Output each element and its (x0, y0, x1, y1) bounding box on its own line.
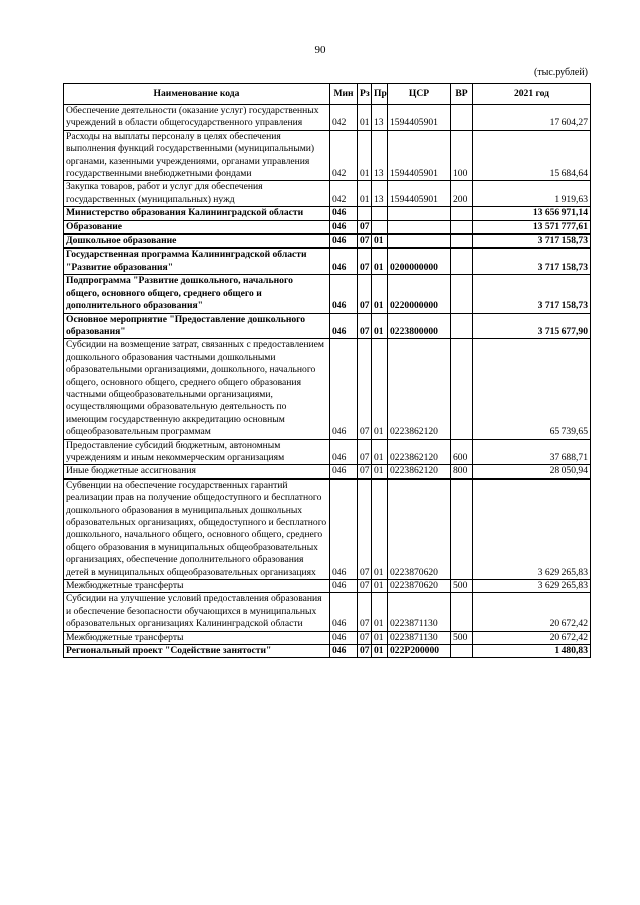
row-rz: 07 (358, 339, 372, 439)
page-number: 90 (314, 44, 326, 56)
row-amount: 13 656 971,14 (473, 207, 591, 220)
row-name: Субсидии на улучшение условий предоставления образования и обеспечение безопасности обучающихся в муниципальных образовательных организациях Калининградской области (64, 593, 330, 631)
row-rz: 07 (358, 234, 372, 248)
row-amount: 17 604,27 (473, 105, 591, 131)
row-csr: 1594405901 (388, 105, 451, 131)
row-rz: 07 (358, 248, 372, 274)
row-amount: 3 717 158,73 (473, 275, 591, 313)
row-csr: 0223870620 (388, 580, 451, 593)
row-rz: 07 (358, 465, 372, 479)
row-rz: 01 (358, 130, 372, 181)
row-name: Межбюджетные трансферты (64, 631, 330, 644)
units-label: (тыс.рублей) (533, 67, 588, 78)
row-vr: 100 (451, 130, 473, 181)
table-row (64, 339, 591, 439)
header-pr: Пр (372, 84, 388, 105)
row-amount: 20 672,42 (473, 593, 591, 631)
row-min: 046 (330, 580, 358, 593)
row-csr: 0220000000 (388, 275, 451, 313)
row-vr: 800 (451, 465, 473, 479)
row-name: Субвенции на обеспечение государственных гарантий реализации прав на получение общедоступного и бесплатного дошкольного образования в муниципальных дошкольных образовательных организациях, общедоступного и бесплатного дошкольного, начального общего, основного общего, среднего общего образования в муниципальных общеобразовательных организациях, обеспечение дополнительного образования детей в муниципальных общеобразовательных организациях (64, 479, 330, 580)
row-name: Региональный проект "Содействие занятости" (64, 645, 330, 658)
budget-table (63, 83, 591, 658)
row-vr (451, 234, 473, 248)
row-csr: 022P200000 (388, 645, 451, 658)
row-rz: 07 (358, 593, 372, 631)
row-rz: 07 (358, 631, 372, 644)
row-pr: 13 (372, 181, 388, 207)
row-amount: 37 688,71 (473, 439, 591, 465)
table-row (64, 248, 591, 274)
row-csr (388, 207, 451, 220)
row-name: Министерство образования Калининградской области (64, 207, 330, 220)
row-min: 042 (330, 105, 358, 131)
row-csr: 0223800000 (388, 313, 451, 339)
row-pr: 01 (372, 580, 388, 593)
row-min: 046 (330, 465, 358, 479)
row-vr (451, 220, 473, 234)
row-name: Государственная программа Калининградской области "Развитие образования" (64, 248, 330, 274)
row-name: Межбюджетные трансферты (64, 580, 330, 593)
row-vr (451, 593, 473, 631)
row-vr (451, 339, 473, 439)
row-csr: 1594405901 (388, 181, 451, 207)
row-vr: 500 (451, 580, 473, 593)
table-row (64, 105, 591, 131)
row-min: 046 (330, 593, 358, 631)
row-rz: 07 (358, 645, 372, 658)
row-min: 046 (330, 631, 358, 644)
row-vr (451, 275, 473, 313)
row-name: Подпрограмма "Развитие дошкольного, начального общего, основного общего, среднего общего и дополнительного образования" (64, 275, 330, 313)
row-pr (372, 207, 388, 220)
row-name: Закупка товаров, работ и услуг для обеспечения государственных (муниципальных) нужд (64, 181, 330, 207)
row-name: Дошкольное образование (64, 234, 330, 248)
row-amount: 3 717 158,73 (473, 248, 591, 274)
row-rz: 07 (358, 313, 372, 339)
row-vr (451, 479, 473, 580)
row-vr (451, 207, 473, 220)
row-name: Предоставление субсидий бюджетным, автономным учреждениям и иным некоммерческим организациям (64, 439, 330, 465)
row-min: 046 (330, 339, 358, 439)
header-name: Наименование кода (64, 84, 330, 105)
header-csr: ЦСР (388, 84, 451, 105)
row-min: 046 (330, 248, 358, 274)
row-name: Субсидии на возмещение затрат, связанных с предоставлением дошкольного образования частными дошкольными образовательными организациями, дошкольного, начального общего, основного общего, среднего общего образования частными общеобразовательными организациями, осуществляющими образовательную деятельность по имеющим государственную аккредитацию основным общеобразовательным программам (64, 339, 330, 439)
table-row (64, 234, 591, 248)
row-rz: 07 (358, 220, 372, 234)
row-pr: 01 (372, 439, 388, 465)
row-csr: 0223871130 (388, 631, 451, 644)
row-csr (388, 234, 451, 248)
row-csr (388, 220, 451, 234)
table-row (64, 313, 591, 339)
table-row (64, 631, 591, 644)
row-vr: 200 (451, 181, 473, 207)
row-min: 046 (330, 275, 358, 313)
row-pr: 01 (372, 275, 388, 313)
row-vr (451, 645, 473, 658)
row-pr (372, 220, 388, 234)
row-amount: 1 480,83 (473, 645, 591, 658)
row-csr: 0200000000 (388, 248, 451, 274)
row-rz: 07 (358, 275, 372, 313)
row-pr: 13 (372, 130, 388, 181)
row-amount: 15 684,64 (473, 130, 591, 181)
table-row (64, 275, 591, 313)
row-amount: 3 717 158,73 (473, 234, 591, 248)
row-amount: 28 050,94 (473, 465, 591, 479)
row-vr (451, 248, 473, 274)
table-row (64, 207, 591, 220)
row-min: 042 (330, 130, 358, 181)
row-amount: 3 629 265,83 (473, 580, 591, 593)
row-min: 046 (330, 207, 358, 220)
table-row (64, 220, 591, 234)
row-name: Обеспечение деятельности (оказание услуг) государственных учреждений в области общегосударственного управления (64, 105, 330, 131)
table-header-row (64, 84, 591, 105)
row-csr: 0223862120 (388, 439, 451, 465)
row-min: 046 (330, 479, 358, 580)
row-vr (451, 105, 473, 131)
row-csr: 0223862120 (388, 465, 451, 479)
table-row (64, 439, 591, 465)
row-csr: 1594405901 (388, 130, 451, 181)
table-row (64, 479, 591, 580)
row-rz: 01 (358, 181, 372, 207)
row-csr: 0223862120 (388, 339, 451, 439)
table-row (64, 130, 591, 181)
row-rz: 01 (358, 105, 372, 131)
row-pr: 01 (372, 465, 388, 479)
row-pr: 01 (372, 593, 388, 631)
row-csr: 0223871130 (388, 593, 451, 631)
row-rz: 07 (358, 479, 372, 580)
header-vr: ВР (451, 84, 473, 105)
table-row (64, 465, 591, 479)
row-min: 046 (330, 439, 358, 465)
row-amount: 13 571 777,61 (473, 220, 591, 234)
row-vr (451, 313, 473, 339)
row-rz: 07 (358, 439, 372, 465)
row-amount: 20 672,42 (473, 631, 591, 644)
row-csr: 0223870620 (388, 479, 451, 580)
row-pr: 01 (372, 313, 388, 339)
row-amount: 65 739,65 (473, 339, 591, 439)
row-min: 046 (330, 220, 358, 234)
row-min: 042 (330, 181, 358, 207)
header-rz: Рз (358, 84, 372, 105)
row-amount: 1 919,63 (473, 181, 591, 207)
row-pr: 01 (372, 645, 388, 658)
table-body (64, 105, 591, 658)
table-row (64, 181, 591, 207)
row-rz: 07 (358, 580, 372, 593)
row-vr: 600 (451, 439, 473, 465)
row-rz (358, 207, 372, 220)
table-row (64, 580, 591, 593)
row-name: Основное мероприятие "Предоставление дошкольного образования" (64, 313, 330, 339)
row-name: Расходы на выплаты персоналу в целях обеспечения выполнения функций государственными (муниципальными) органами, казенными учреждениями, органами управления государственными внебюджетными фондами (64, 130, 330, 181)
row-pr: 01 (372, 248, 388, 274)
header-min: Мин (330, 84, 358, 105)
row-vr: 500 (451, 631, 473, 644)
row-min: 046 (330, 234, 358, 248)
row-min: 046 (330, 645, 358, 658)
row-min: 046 (330, 313, 358, 339)
row-pr: 13 (372, 105, 388, 131)
table-row (64, 645, 591, 658)
row-pr: 01 (372, 479, 388, 580)
row-pr: 01 (372, 631, 388, 644)
row-amount: 3 629 265,83 (473, 479, 591, 580)
table-row (64, 593, 591, 631)
row-pr: 01 (372, 234, 388, 248)
row-pr: 01 (372, 339, 388, 439)
row-amount: 3 715 677,90 (473, 313, 591, 339)
row-name: Образование (64, 220, 330, 234)
header-year: 2021 год (473, 84, 591, 105)
row-name: Иные бюджетные ассигнования (64, 465, 330, 479)
